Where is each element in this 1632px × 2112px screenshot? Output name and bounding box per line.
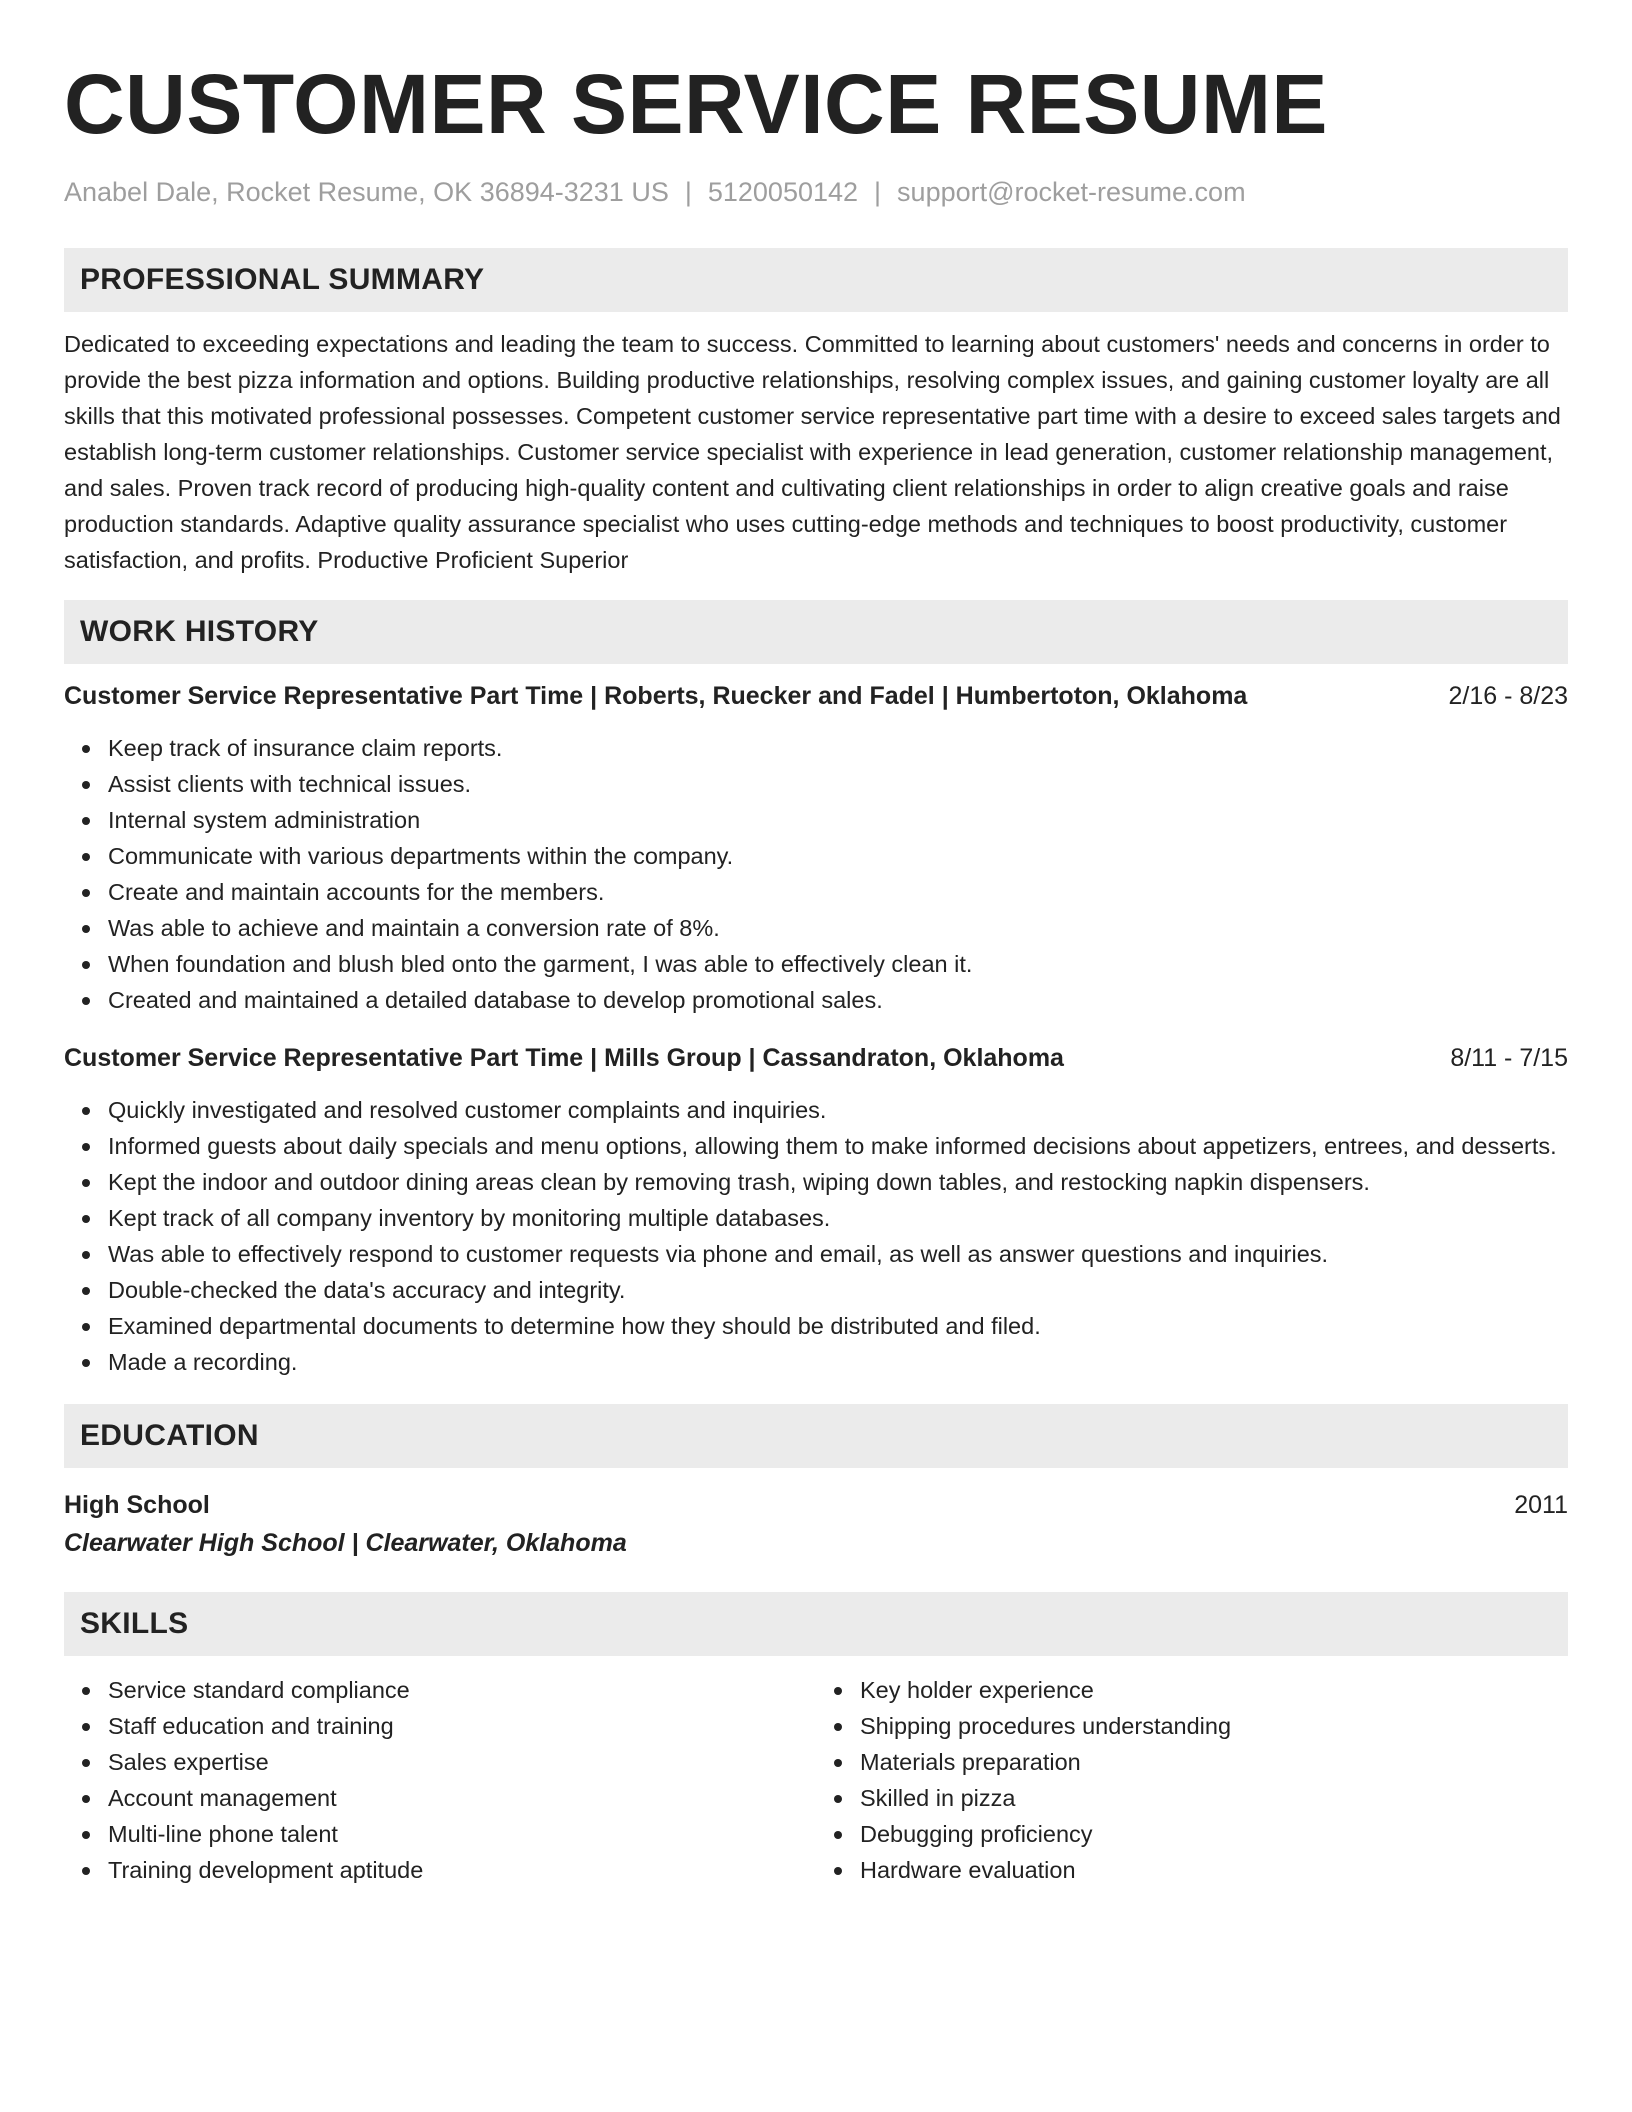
job-entry: [64, 678, 1568, 1018]
skills-grid: [64, 1672, 1568, 1888]
contact-address: Anabel Dale, Rocket Resume, OK 36894-3231 US: [64, 177, 669, 207]
contact-separator: |: [684, 177, 692, 207]
skill-item: Training development aptitude: [108, 1852, 816, 1888]
skill-item: Staff education and training: [108, 1708, 816, 1744]
skills-heading: SKILLS: [64, 1592, 1568, 1656]
contact-separator: |: [874, 177, 882, 207]
list-item: Examined departmental documents to determine how they should be distributed and filed.: [108, 1308, 1568, 1344]
job-title: Customer Service Representative Part Time | Roberts, Ruecker and Fadel | Humbertoton, Oklahoma: [64, 682, 1248, 710]
list-item: Internal system administration: [108, 802, 1568, 838]
list-item: Kept track of all company inventory by monitoring multiple databases.: [108, 1200, 1568, 1236]
list-item: Communicate with various departments within the company.: [108, 838, 1568, 874]
skills-column-left: [64, 1672, 816, 1888]
list-item: Created and maintained a detailed database to develop promotional sales.: [108, 982, 1568, 1018]
job-dates: 2/16 - 8/23: [1448, 682, 1568, 710]
summary-text: Dedicated to exceeding expectations and leading the team to success. Committed to learning about customers' needs and concerns in order to provide the best pizza information and options. Building productive relationships, resolving complex issues, and gaining customer loyalty are all skills that this motivated professional possesses. Competent customer service representative part time with a desire to exceed sales targets and establish long-term customer relationships. Customer service specialist with experience in lead generation, customer relationship management, and sales. Proven track record of producing high-quality content and cultivating client relationships in order to align creative goals and raise production standards. Adaptive quality assurance specialist who uses cutting-edge methods and techniques to boost productivity, customer satisfaction, and profits. Productive Proficient Superior: [64, 331, 1561, 573]
list-item: Assist clients with technical issues.: [108, 766, 1568, 802]
skill-item: Multi-line phone talent: [108, 1816, 816, 1852]
list-item: Kept the indoor and outdoor dining areas clean by removing trash, wiping down tables, and restocking napkin dispensers.: [108, 1164, 1568, 1200]
skill-item: Account management: [108, 1780, 816, 1816]
contact-phone: 5120050142: [707, 177, 859, 207]
summary-heading: PROFESSIONAL SUMMARY: [64, 248, 1568, 312]
job-bullets: [64, 1092, 1568, 1380]
list-item: Was able to effectively respond to customer requests via phone and email, as well as answer questions and inquiries.: [108, 1236, 1568, 1272]
education-entry-header: [64, 1486, 1568, 1524]
job-title: Customer Service Representative Part Time | Mills Group | Cassandraton, Oklahoma: [64, 1044, 1064, 1072]
list-item: Keep track of insurance claim reports.: [108, 730, 1568, 766]
job-header: [64, 1040, 1568, 1076]
list-item: Informed guests about daily specials and menu options, allowing them to make informed decisions about appetizers, entrees, and desserts.: [108, 1128, 1568, 1164]
resume-title: CUSTOMER SERVICE RESUME: [64, 57, 1328, 151]
list-item: Made a recording.: [108, 1344, 1568, 1380]
education-degree: High School: [64, 1491, 210, 1519]
skill-item: Hardware evaluation: [860, 1852, 1568, 1888]
skill-item: Materials preparation: [860, 1744, 1568, 1780]
list-item: When foundation and blush bled onto the garment, I was able to effectively clean it.: [108, 946, 1568, 982]
list-item: Quickly investigated and resolved customer complaints and inquiries.: [108, 1092, 1568, 1128]
work-history-section: [64, 600, 1568, 1380]
skill-item: Sales expertise: [108, 1744, 816, 1780]
education-heading: EDUCATION: [64, 1404, 1568, 1468]
list-item: Double-checked the data's accuracy and integrity.: [108, 1272, 1568, 1308]
work-history-heading: WORK HISTORY: [64, 600, 1568, 664]
skill-item: Skilled in pizza: [860, 1780, 1568, 1816]
summary-section: [64, 248, 1568, 578]
skill-item: Debugging proficiency: [860, 1816, 1568, 1852]
education-section: [64, 1404, 1568, 1562]
skills-column-right: [816, 1672, 1568, 1888]
contact-email: support@rocket-resume.com: [897, 177, 1246, 207]
job-bullets: [64, 730, 1568, 1018]
education-school: Clearwater High School | Clearwater, Oklahoma: [64, 1529, 627, 1557]
contact-line: [64, 174, 1568, 210]
job-entry: [64, 1040, 1568, 1380]
education-year: 2011: [1514, 1491, 1568, 1519]
skills-section: [64, 1592, 1568, 1888]
skill-item: Service standard compliance: [108, 1672, 816, 1708]
job-dates: 8/11 - 7/15: [1450, 1044, 1568, 1072]
list-item: Was able to achieve and maintain a conversion rate of 8%.: [108, 910, 1568, 946]
job-header: [64, 678, 1568, 714]
skill-item: Shipping procedures understanding: [860, 1708, 1568, 1744]
skill-item: Key holder experience: [860, 1672, 1568, 1708]
list-item: Create and maintain accounts for the members.: [108, 874, 1568, 910]
